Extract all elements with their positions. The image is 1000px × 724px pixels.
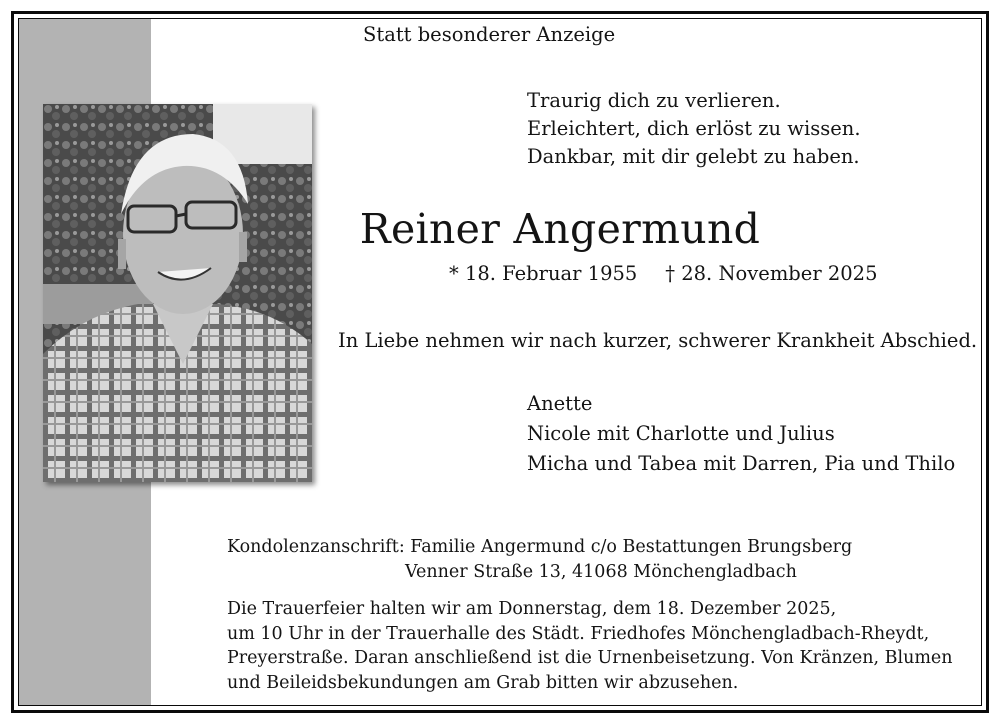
family-list (527, 389, 955, 479)
ceremony-line: um 10 Uhr in der Trauerhalle des Städt. Friedhofes Mönchengladbach-Rheydt, (227, 623, 930, 644)
family-member: Nicole mit Charlotte und Julius (527, 422, 835, 445)
condolence-address: Kondolenzanschrift: Familie Angermund c/o Bestattungen Brungsberg (227, 537, 853, 557)
poem-line: Erleichtert, dich erlöst zu wissen. (527, 117, 861, 140)
family-member: Micha und Tabea mit Darren, Pia und Thilo (527, 452, 956, 475)
ceremony-line: und Beileidsbekundungen am Grab bitten wir abzusehen. (227, 672, 739, 693)
poem-line: Dankbar, mit dir gelebt zu haben. (527, 145, 860, 168)
deceased-name: Reiner Angermund (359, 205, 761, 253)
notice-header: Statt besonderer Anzeige (363, 23, 616, 46)
family-member: Anette (527, 392, 593, 415)
poem-line: Traurig dich zu verlieren. (527, 89, 781, 112)
death-date: † 28. November 2025 (665, 262, 878, 285)
portrait-photo (43, 104, 312, 482)
life-dates (449, 262, 877, 285)
poem (527, 87, 861, 171)
birth-date: * 18. Februar 1955 (449, 262, 638, 285)
ceremony-info (227, 597, 953, 695)
ceremony-line: Die Trauerfeier halten wir am Donnerstag, dem 18. Dezember 2025, (227, 599, 837, 619)
ceremony-line: Preyerstraße. Daran anschließend ist die Urnenbeisetzung. Von Kränzen, Blumen (227, 648, 953, 668)
farewell-text: In Liebe nehmen wir nach kurzer, schwerer Krankheit Abschied. (338, 329, 978, 352)
condolence-street: Venner Straße 13, 41068 Mönchengladbach (405, 562, 797, 582)
